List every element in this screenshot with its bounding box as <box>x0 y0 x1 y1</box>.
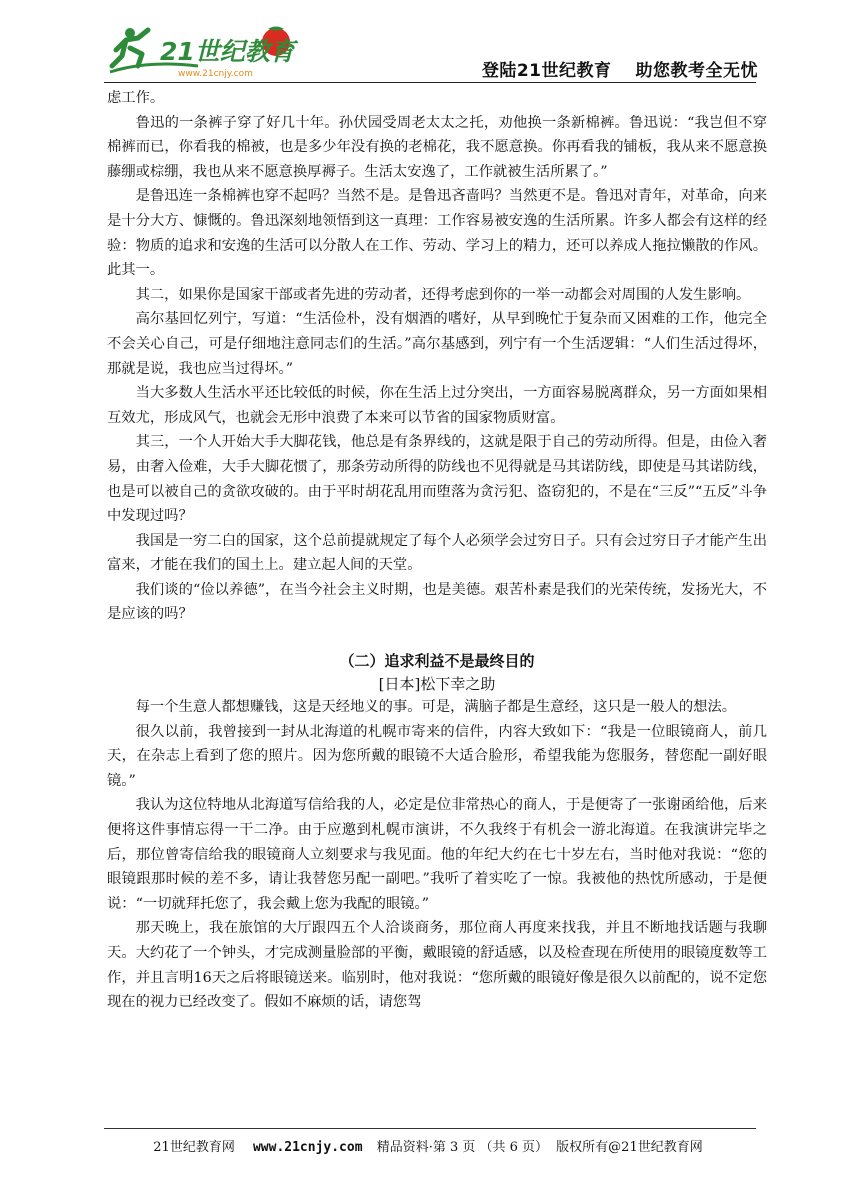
paragraph: 虑工作。 <box>107 90 165 106</box>
paragraph: 是鲁迅连一条棉裤也穿不起吗？当然不是。是鲁迅吝啬吗？当然更不是。鲁迅对青年，对革命，向来是十分大方、慷慨的。鲁迅深刻地领悟到这一真理：工作容易被安逸的生活所累。许多人都会有这样的经验：物质的追求和安逸的生活可以分散人在工作、劳动、学习上的精力，还可以养成人拖拉懒散的作风。此其一。 <box>107 188 767 279</box>
footer-site: 21世纪教育网 <box>153 1140 235 1155</box>
footer-divider <box>104 1128 756 1129</box>
paragraph: 鲁迅的一条裤子穿了好几十年。孙伏园受周老太太之托，劝他换一条新棉裤。鲁迅说：“我岂但不穿棉裤而已，你看我的棉被，也是多少年没有换的老棉花，我不愿意换。你再看我的铺板，我从来不愿意换藤绷或棕绷，我也从来不愿意换厚褥子。生活太安逸了，工作就被生活所累了。” <box>107 114 767 180</box>
logo-text: 21世纪教育 <box>160 37 295 66</box>
page-footer <box>104 1136 756 1155</box>
page-header <box>0 0 860 88</box>
header-slogan <box>482 56 758 81</box>
paragraph: 很久以前，我曾接到一封从北海道的札幌市寄来的信件，内容大致如下：“我是一位眼镜商人，前几天，在杂志上看到了您的照片。因为您所戴的眼镜不大适合脸形，希望我能为您服务，替您配一副好眼镜。” <box>107 723 767 789</box>
slogan-left: 登陆21世纪教育 <box>481 61 612 81</box>
slogan-right: 助您教考全无忧 <box>635 61 758 81</box>
paragraph: 我国是一穷二白的国家，这个总前提就规定了每个人必须学会过穷日子。只有会过穷日子才能产生出富来，才能在我们的国土上。建立起人间的天堂。 <box>107 532 767 574</box>
section-author: [日本]松下幸之助 <box>378 675 496 694</box>
paragraph: 其三，一个人开始大手大脚花钱，他总是有条界线的，这就是限于自己的劳动所得。但是，由俭入奢易，由奢入俭难，大手大脚花惯了，那条劳动所得的防线也不见得就是马其诺防线，即使是马其诺防线，也是可以被自己的贪欲攻破的。由于平时胡花乱用而堕落为贪污犯、盗窃犯的，不是在“三反”“五反”斗争中发现过吗？ <box>107 434 767 525</box>
paragraph: 那天晚上，我在旅馆的大厅跟四五个人洽谈商务，那位商人再度来找我，并且不断地找话题与我聊天。大约花了一个钟头，才完成测量脸部的平衡，戴眼镜的舒适感，以及检查现在所使用的眼镜度数等工作，并且言明16天之后将眼镜送来。临别时，他对我说：“您所戴的眼镜好像是很久以前配的，说不定您现在的视力已经改变了。假如不麻烦的话，请您驾 <box>107 920 767 1011</box>
footer-page-label: 精品资料·第 3 页 （共 6 页） <box>376 1140 549 1155</box>
paragraph: 我们谈的“俭以养德”，在当今社会主义时期，也是美德。艰苦朴素是我们的光荣传统，发扬光大，不是应该的吗？ <box>107 581 767 623</box>
paragraph: 我认为这位特地从北海道写信给我的人，必定是位非常热心的商人，于是便寄了一张谢函给他，后来便将这件事情忘得一干二净。由于应邀到札幌市演讲，不久我终于有机会一游北海道。在我演讲完毕之后，那位曾寄信给我的眼镜商人立刻要求与我见面。他的年纪大约在七十岁左右，当时他对我说：“您的眼镜跟那时候的差不多，请让我替您另配一副吧。”我听了着实吃了一惊。我被他的热忱所感动，于是便说：“一切就拜托您了，我会戴上您为我配的眼镜。” <box>107 797 767 912</box>
paragraph: 当大多数人生活水平还比较低的时候，你在生活上过分突出，一方面容易脱离群众，另一方面如果相互效尤，形成风气，也就会无形中浪费了本来可以节省的国家物质财富。 <box>107 385 767 426</box>
header-divider <box>104 82 756 83</box>
paragraph: 每一个生意人都想赚钱，这是天经地义的事。可是，满脑子都是生意经，这只是一般人的想法。 <box>135 699 737 716</box>
paragraph: 其二，如果你是国家干部或者先进的劳动者，还得考虑到你的一举一动都会对周围的人发生影响。 <box>135 286 751 303</box>
logo-url: www.21cnjy.com <box>178 69 253 79</box>
footer-copyright: 版权所有@21世纪教育网 <box>556 1140 703 1155</box>
paragraph: 高尔基回忆列宁，写道：“生活俭朴，没有烟酒的嗜好，从早到晚忙于复杂而又困难的工作，他完全不会关心自己，可是仔细地注意同志们的生活。”高尔基感到，列宁有一个生活逻辑：“人们生活过得坏，那就是说，我也应当过得坏。” <box>107 311 767 377</box>
site-logo[interactable] <box>108 20 308 82</box>
section-title: （二）追求利益不是最终目的 <box>339 652 535 671</box>
footer-url-link[interactable]: www.21cnjy.com <box>252 1140 363 1155</box>
article-body <box>107 86 767 1015</box>
